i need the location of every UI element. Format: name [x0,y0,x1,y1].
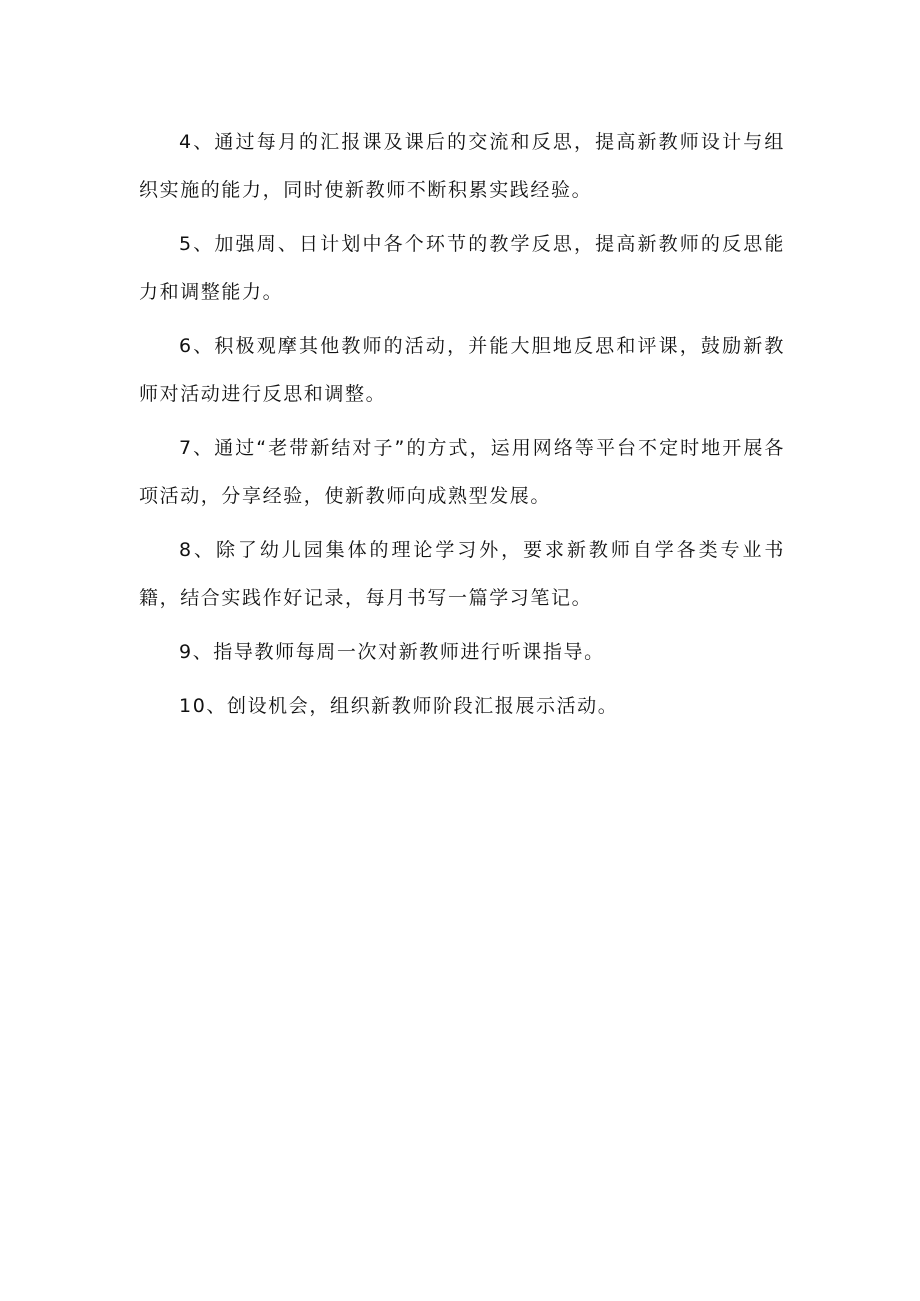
paragraph-item-7: 7、通过“老带新结对子”的方式，运用网络等平台不定时地开展各项活动，分享经验，使新教师向成熟型发展。 [139,437,785,507]
document-body [139,118,785,736]
paragraph-item-5: 5、加强周、日计划中各个环节的教学反思，提高新教师的反思能力和调整能力。 [139,233,785,303]
paragraph-item-10: 10、创设机会，组织新教师阶段汇报展示活动。 [179,695,619,717]
paragraph-item-8: 8、除了幼儿园集体的理论学习外，要求新教师自学各类专业书籍，结合实践作好记录，每月书写一篇学习笔记。 [139,539,785,609]
paragraph-item-4: 4、通过每月的汇报课及课后的交流和反思，提高新教师设计与组织实施的能力，同时使新教师不断积累实践经验。 [139,131,785,201]
paragraph-item-6: 6、积极观摩其他教师的活动，并能大胆地反思和评课，鼓励新教师对活动进行反思和调整。 [139,335,785,405]
paragraph-item-9: 9、指导教师每周一次对新教师进行听课指导。 [179,641,605,663]
